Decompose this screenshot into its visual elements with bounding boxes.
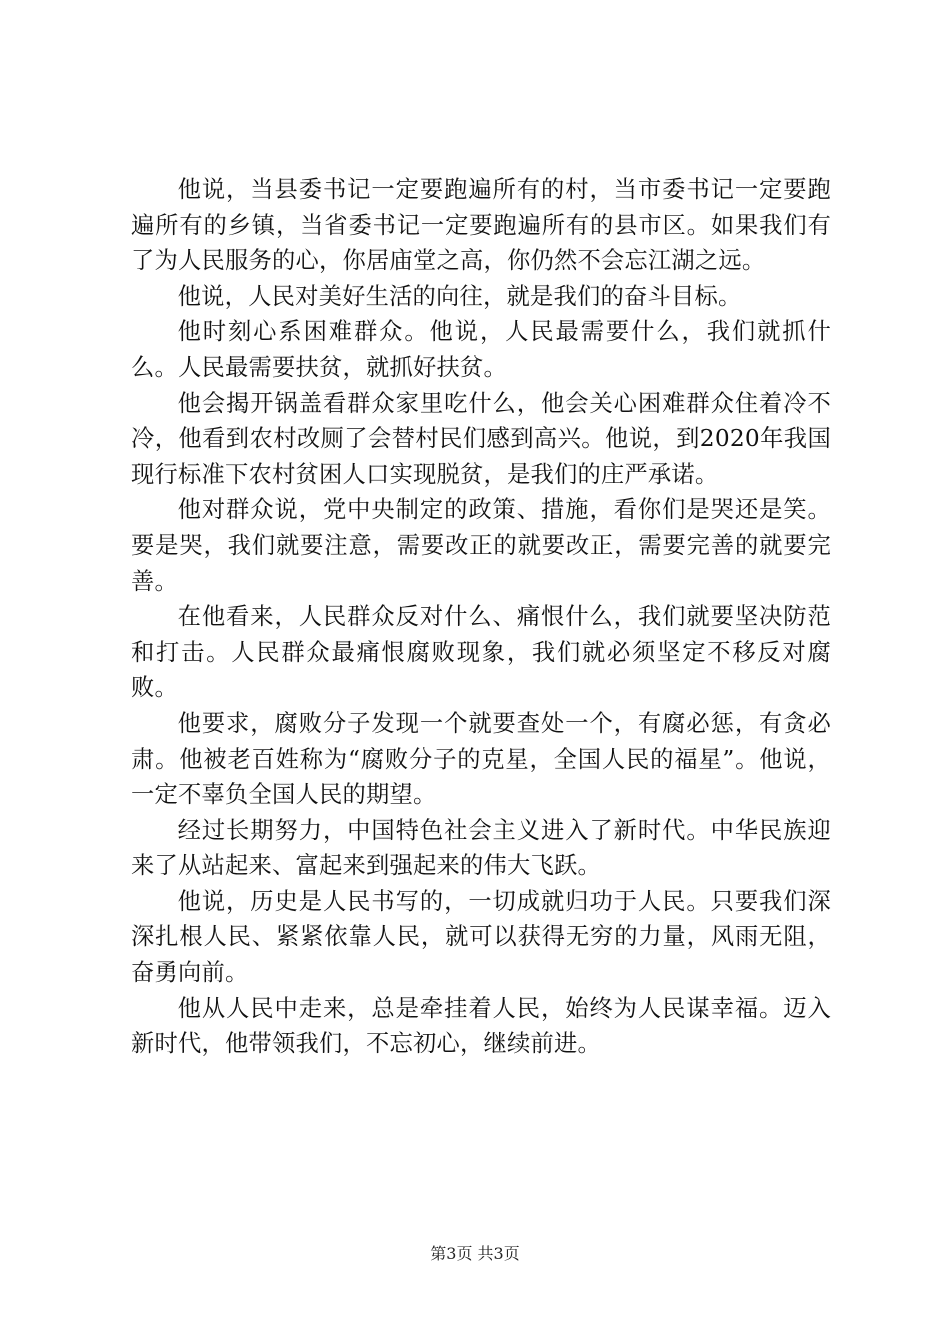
paragraph: 经过长期努力，中国特色社会主义进入了新时代。中华民族迎来了从站起来、富起来到强起来的伟大飞跃。 <box>131 816 831 880</box>
paragraph: 他从人民中走来，总是牵挂着人民，始终为人民谋幸福。迈入新时代，他带领我们，不忘初心，继续前进。 <box>131 994 831 1058</box>
document-body <box>131 172 831 1062</box>
paragraph: 他会揭开锅盖看群众家里吃什么，他会关心困难群众住着冷不冷，他看到农村改厕了会替村民们感到高兴。他说，到2020年我国现行标准下农村贫困人口实现脱贫，是我们的庄严承诺。 <box>131 389 831 488</box>
paragraph: 他时刻心系困难群众。他说，人民最需要什么，我们就抓什么。人民最需要扶贫，就抓好扶贫。 <box>131 318 831 381</box>
paragraph: 他要求，腐败分子发现一个就要查处一个，有腐必惩，有贪必肃。他被老百姓称为“腐败分子的克星，全国人民的福星”。他说，一定不辜负全国人民的期望。 <box>131 709 831 809</box>
paragraph: 在他看来，人民群众反对什么、痛恨什么，我们就要坚决防范和打击。人民群众最痛恨腐败现象，我们就必须坚定不移反对腐败。 <box>131 603 831 702</box>
paragraph: 他对群众说，党中央制定的政策、措施，看你们是哭还是笑。要是哭，我们就要注意，需要改正的就要改正，需要完善的就要完善。 <box>131 496 831 595</box>
page-number-footer: 第3页 共3页 <box>430 1244 520 1263</box>
paragraph: 他说，人民对美好生活的向往，就是我们的奋斗目标。 <box>177 282 742 310</box>
paragraph: 他说，历史是人民书写的，一切成就归功于人民。只要我们深深扎根人民、紧紧依靠人民，就可以获得无穷的力量，风雨无阻，奋勇向前。 <box>131 887 831 987</box>
paragraph: 他说，当县委书记一定要跑遍所有的村，当市委书记一定要跑遍所有的乡镇，当省委书记一定要跑遍所有的县市区。如果我们有了为人民服务的心，你居庙堂之高，你仍然不会忘江湖之远。 <box>131 176 831 275</box>
